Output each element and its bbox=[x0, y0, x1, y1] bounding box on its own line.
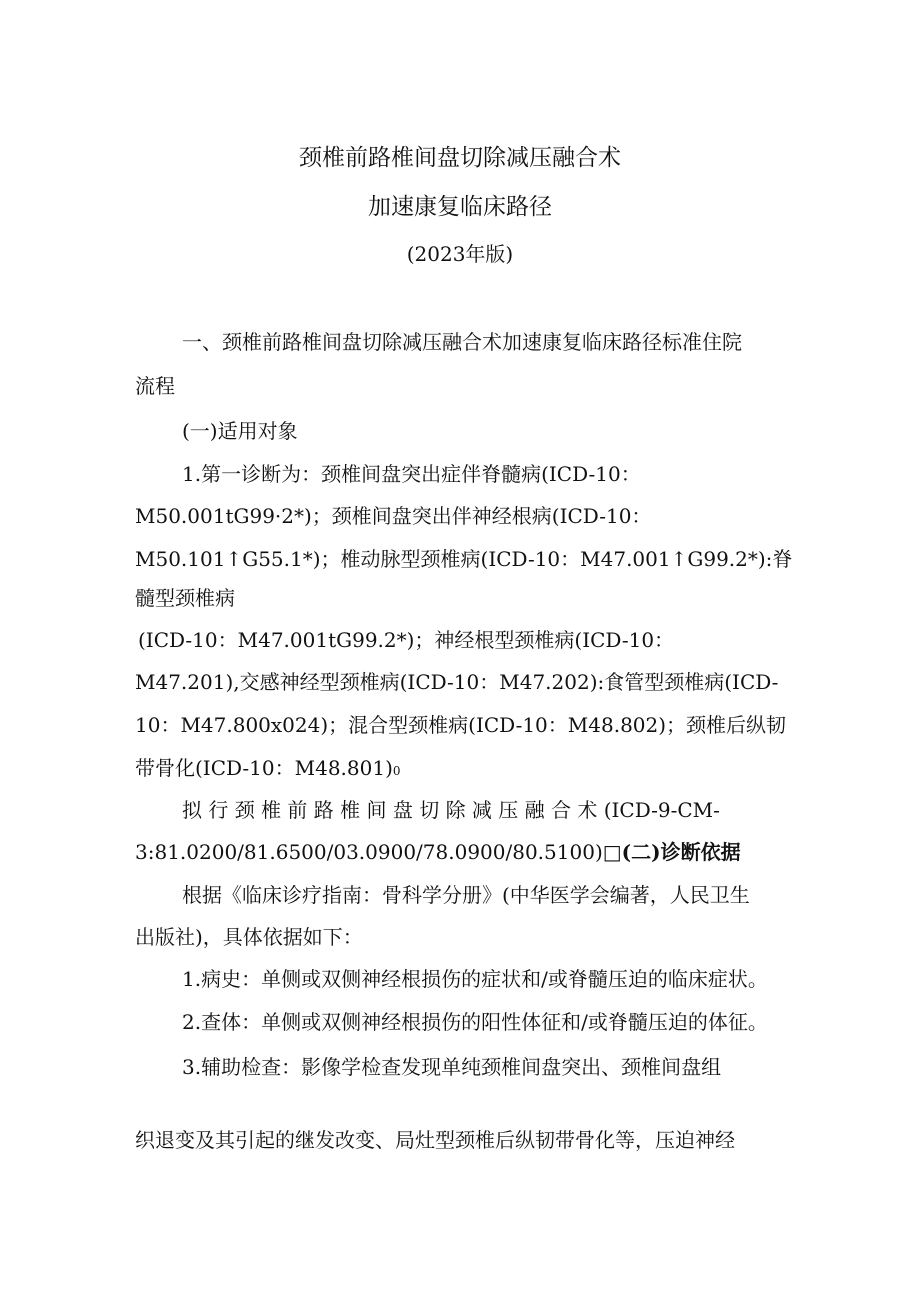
list-item: 3.辅助检查：影像学检查发现单纯颈椎间盘突出、颈椎间盘组 bbox=[182, 1055, 722, 1079]
document-title-line-2: 加速康复临床路径 bbox=[368, 194, 552, 220]
section-heading-1: 一、颈椎前路椎间盘切除减压融合术加速康复临床路径标准住院 bbox=[182, 330, 742, 354]
paragraph-line bbox=[135, 755, 401, 784]
list-item: 2.查体：单侧或双侧神经根损伤的阳性体征和/或脊髓压迫的体征。 bbox=[182, 1010, 768, 1034]
paragraph-line: 拟 行 颈 椎 前 路 椎 间 盘 切 除 减 压 融 合 术 (ICD-9-CM- bbox=[182, 798, 720, 822]
paragraph-line: 髓型颈椎病 bbox=[135, 586, 235, 610]
paragraph-line: 织退变及其引起的继发改变、局灶型颈椎后纵韧带骨化等，压迫神经 bbox=[135, 1128, 735, 1152]
paragraph-line: 出版社)，具体依据如下： bbox=[135, 925, 363, 949]
paragraph-line: 10：M47.800x024)；混合型颈椎病(ICD-10：M48.802)；颈椎后纵韧 bbox=[135, 713, 787, 737]
paragraph-line: (ICD-10：M47.001tG99.2*)；神经根型颈椎病(ICD-10： bbox=[138, 628, 675, 652]
subsection-heading-diagnosis-basis: (二)诊断依据 bbox=[621, 840, 741, 864]
paragraph-line: 根据《临床诊疗指南：骨科学分册》(中华医学会编著，人民卫生 bbox=[182, 883, 750, 907]
paragraph-text: 3:81.0200/81.6500/03.0900/78.0900/80.5100)□ bbox=[135, 840, 622, 864]
paragraph-line: M50.001tG99·2*)；颈椎间盘突出伴神经根病(ICD-10： bbox=[135, 504, 652, 528]
document-title-line-3: (2023年版) bbox=[406, 242, 514, 266]
paragraph-text: 带骨化(ICD-10：M48.801) bbox=[135, 756, 393, 780]
paragraph-line: M50.101↑G55.1*)；椎动脉型颈椎病(ICD-10：M47.001↑G99.2*):脊 bbox=[135, 547, 793, 571]
subscript-mark: 0 bbox=[392, 764, 401, 778]
paragraph-line: 1.第一诊断为：颈椎间盘突出症伴脊髓病(ICD-10： bbox=[182, 462, 641, 486]
paragraph-line: M47.201),交感神经型颈椎病(ICD-10：M47.202):食管型颈椎病(ICD- bbox=[135, 670, 779, 694]
document-title-line-1: 颈椎前路椎间盘切除减压融合术 bbox=[299, 145, 621, 171]
paragraph-line bbox=[135, 839, 741, 865]
section-heading-1-continued: 流程 bbox=[135, 374, 175, 398]
list-item: 1.病史：单侧或双侧神经根损伤的症状和/或脊髓压迫的临床症状。 bbox=[182, 967, 768, 991]
subsection-heading-applicable-objects: (一)适用对象 bbox=[182, 419, 298, 443]
